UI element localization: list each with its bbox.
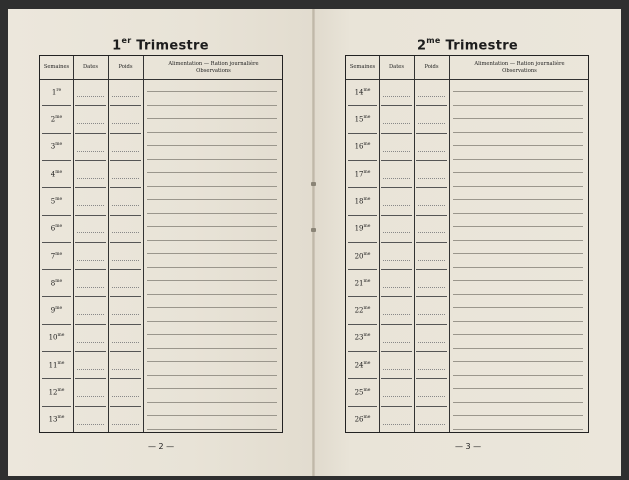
dotted-rule	[77, 96, 104, 97]
header-dates: Dates	[388, 64, 405, 70]
week-label: $13^{me}$	[48, 415, 65, 424]
observation-line	[453, 172, 583, 173]
observation-line	[453, 159, 583, 160]
column-divider	[108, 56, 109, 432]
header-alimentation: Alimentation — Ration journalière	[474, 60, 565, 67]
row-rule	[110, 269, 141, 270]
week-label: $20^{me}$	[354, 251, 371, 260]
header-observations	[143, 56, 284, 79]
row-rule	[348, 378, 377, 379]
week-ordinal: me	[55, 306, 63, 312]
row-rule	[75, 324, 106, 325]
row-rule	[348, 187, 377, 188]
row-rule	[75, 269, 106, 270]
observation-line	[147, 429, 277, 430]
dotted-rule	[383, 314, 410, 315]
observation-line	[453, 375, 583, 376]
observation-line	[453, 226, 583, 227]
page-title	[314, 37, 621, 53]
row-rule	[42, 406, 71, 407]
week-ordinal: me	[363, 251, 371, 257]
row-rule	[110, 215, 141, 216]
weekly-log-table	[39, 55, 283, 433]
row-rule	[348, 351, 377, 352]
row-rule	[42, 133, 71, 134]
title-number: 1	[112, 38, 122, 54]
observation-line	[147, 199, 277, 200]
observation-line	[147, 348, 277, 349]
row-rule	[416, 242, 447, 243]
week-label: $2^{me}$	[50, 114, 63, 124]
row-rule	[75, 160, 106, 161]
observation-line	[147, 186, 277, 187]
dotted-rule	[418, 178, 445, 179]
observation-line	[453, 91, 583, 92]
column-divider	[143, 56, 144, 432]
week-label: $24^{me}$	[354, 360, 371, 370]
week-label: $21^{me}$	[354, 278, 371, 288]
week-label: $6^{me}$	[50, 224, 63, 233]
row-rule	[110, 296, 141, 297]
header-poids: Poids	[118, 64, 133, 70]
row-rule	[348, 242, 377, 243]
row-rule	[381, 378, 412, 379]
row-rule	[381, 215, 412, 216]
week-label: $16^{me}$	[354, 142, 371, 151]
row-rule	[75, 105, 106, 106]
column-divider	[449, 56, 450, 432]
row-rule	[110, 105, 141, 106]
header-divider	[346, 79, 588, 80]
dotted-rule	[383, 342, 410, 343]
row-rule	[416, 160, 447, 161]
row-rule	[381, 242, 412, 243]
row-rule	[416, 187, 447, 188]
observation-line	[453, 415, 583, 416]
dotted-rule	[383, 369, 410, 370]
dotted-rule	[112, 287, 139, 288]
row-rule	[416, 378, 447, 379]
title-word: Trimestre	[136, 38, 209, 54]
row-rule	[416, 324, 447, 325]
row-rule	[42, 269, 71, 270]
observation-line	[453, 186, 583, 187]
dotted-rule	[77, 424, 104, 425]
row-rule	[75, 296, 106, 297]
row-rule	[75, 378, 106, 379]
row-rule	[42, 105, 71, 106]
week-label: $23^{me}$	[354, 333, 371, 342]
week-label: $12^{me}$	[48, 388, 65, 397]
dotted-rule	[418, 342, 445, 343]
row-rule	[381, 351, 412, 352]
dotted-rule	[418, 151, 445, 152]
row-rule	[75, 406, 106, 407]
dotted-rule	[383, 178, 410, 179]
header-observations-label: Observations	[196, 67, 231, 74]
title-ordinal: me	[426, 36, 441, 45]
title-number: 2	[416, 38, 427, 54]
row-rule	[381, 324, 412, 325]
weekly-log-table	[345, 55, 589, 433]
week-ordinal: me	[57, 360, 65, 366]
row-rule	[381, 187, 412, 188]
row-rule	[75, 133, 106, 134]
week-ordinal: me	[363, 169, 371, 175]
dotted-rule	[383, 287, 410, 288]
observation-line	[147, 294, 277, 295]
week-label: $26^{me}$	[354, 415, 371, 424]
row-rule	[348, 406, 377, 407]
week-label: $15^{me}$	[354, 114, 371, 124]
week-label: $4^{me}$	[50, 169, 63, 178]
dotted-rule	[383, 424, 410, 425]
notebook-spread	[8, 9, 621, 476]
dotted-rule	[77, 369, 104, 370]
row-rule	[75, 351, 106, 352]
row-rule	[42, 324, 71, 325]
row-rule	[348, 133, 377, 134]
week-ordinal: me	[57, 333, 65, 339]
dotted-rule	[418, 314, 445, 315]
dotted-rule	[383, 205, 410, 206]
dotted-rule	[112, 232, 139, 233]
observation-line	[453, 213, 583, 214]
week-ordinal: me	[363, 306, 371, 312]
week-ordinal: re	[56, 87, 62, 93]
dotted-rule	[112, 260, 139, 261]
week-ordinal: me	[363, 142, 371, 148]
observation-line	[453, 307, 583, 308]
dotted-rule	[112, 96, 139, 97]
week-label: $14^{me}$	[354, 87, 371, 96]
week-ordinal: me	[55, 278, 63, 284]
row-rule	[348, 269, 377, 270]
row-rule	[75, 187, 106, 188]
dotted-rule	[112, 123, 139, 124]
row-rule	[42, 351, 71, 352]
dotted-rule	[77, 151, 104, 152]
column-divider	[73, 56, 74, 432]
row-rule	[416, 296, 447, 297]
observation-line	[147, 132, 277, 133]
row-rule	[416, 215, 447, 216]
week-ordinal: me	[363, 333, 371, 339]
week-label: $7^{me}$	[50, 251, 63, 260]
dotted-rule	[112, 396, 139, 397]
observation-line	[453, 294, 583, 295]
row-rule	[110, 378, 141, 379]
dotted-rule	[383, 96, 410, 97]
binding-staple	[311, 182, 316, 186]
dotted-rule	[77, 314, 104, 315]
row-rule	[381, 406, 412, 407]
dotted-rule	[77, 260, 104, 261]
dotted-rule	[383, 260, 410, 261]
header-observations	[449, 56, 590, 79]
week-ordinal: me	[55, 251, 63, 257]
observation-line	[147, 267, 277, 268]
week-ordinal: me	[363, 360, 371, 366]
dotted-rule	[112, 424, 139, 425]
page-number: — 2 —	[148, 442, 175, 451]
row-rule	[416, 105, 447, 106]
observation-line	[147, 280, 277, 281]
row-rule	[75, 242, 106, 243]
dotted-rule	[77, 396, 104, 397]
observation-line	[147, 226, 277, 227]
week-label: $19^{me}$	[354, 224, 371, 233]
week-ordinal: me	[57, 388, 65, 394]
observation-line	[147, 388, 277, 389]
dotted-rule	[383, 123, 410, 124]
observation-line	[147, 145, 277, 146]
dotted-rule	[112, 178, 139, 179]
row-rule	[110, 133, 141, 134]
observation-line	[147, 361, 277, 362]
dotted-rule	[77, 205, 104, 206]
dotted-rule	[418, 232, 445, 233]
header-dates: Dates	[82, 64, 99, 70]
observation-line	[453, 145, 583, 146]
observation-line	[453, 402, 583, 403]
title-word: Trimestre	[445, 38, 519, 54]
header-alimentation: Alimentation — Ration journalière	[168, 60, 259, 67]
dotted-rule	[418, 96, 445, 97]
row-rule	[42, 160, 71, 161]
week-label: $3^{me}$	[50, 142, 63, 151]
observation-line	[147, 307, 277, 308]
observation-line	[453, 334, 583, 335]
row-rule	[348, 296, 377, 297]
week-ordinal: me	[363, 278, 371, 284]
column-divider	[414, 56, 415, 432]
week-label: 1re	[51, 87, 62, 96]
row-rule	[42, 296, 71, 297]
week-label: $9^{me}$	[50, 306, 63, 315]
header-observations-label: Observations	[502, 67, 537, 74]
row-rule	[110, 187, 141, 188]
dotted-rule	[418, 260, 445, 261]
observation-line	[147, 402, 277, 403]
observation-line	[147, 172, 277, 173]
page-title	[8, 37, 313, 53]
observation-line	[147, 105, 277, 106]
observation-line	[147, 375, 277, 376]
week-ordinal: me	[363, 196, 371, 202]
dotted-rule	[77, 342, 104, 343]
dotted-rule	[418, 123, 445, 124]
observation-line	[453, 253, 583, 254]
dotted-rule	[112, 342, 139, 343]
row-rule	[381, 269, 412, 270]
dotted-rule	[77, 123, 104, 124]
row-rule	[416, 351, 447, 352]
row-rule	[416, 406, 447, 407]
observation-line	[147, 91, 277, 92]
row-rule	[416, 269, 447, 270]
dotted-rule	[77, 287, 104, 288]
dotted-rule	[112, 151, 139, 152]
observation-line	[147, 334, 277, 335]
dotted-rule	[383, 396, 410, 397]
week-ordinal: me	[55, 196, 63, 202]
right-page	[314, 9, 621, 476]
dotted-rule	[383, 151, 410, 152]
observation-line	[147, 240, 277, 241]
left-page	[8, 9, 313, 476]
row-rule	[42, 242, 71, 243]
row-rule	[110, 324, 141, 325]
header-poids: Poids	[424, 64, 439, 70]
week-label: $5^{me}$	[50, 196, 63, 206]
week-label: $18^{me}$	[354, 196, 371, 206]
observation-line	[453, 199, 583, 200]
row-rule	[348, 105, 377, 106]
row-rule	[416, 133, 447, 134]
observation-line	[147, 118, 277, 119]
dotted-rule	[418, 205, 445, 206]
row-rule	[348, 215, 377, 216]
week-ordinal: me	[363, 114, 371, 120]
week-label: $10^{me}$	[48, 333, 65, 342]
row-rule	[381, 296, 412, 297]
week-ordinal: me	[55, 114, 63, 120]
row-rule	[348, 324, 377, 325]
binding-gutter	[312, 9, 315, 476]
row-rule	[42, 378, 71, 379]
observation-line	[453, 321, 583, 322]
week-ordinal: me	[363, 388, 371, 394]
week-label: $11^{me}$	[48, 360, 65, 370]
week-ordinal: me	[363, 87, 371, 93]
dotted-rule	[112, 369, 139, 370]
column-divider	[379, 56, 380, 432]
week-ordinal: me	[363, 415, 371, 421]
week-ordinal: me	[55, 169, 63, 175]
observation-line	[453, 361, 583, 362]
header-divider	[40, 79, 282, 80]
week-ordinal: me	[57, 415, 65, 421]
row-rule	[75, 215, 106, 216]
observation-line	[147, 415, 277, 416]
week-ordinal: me	[363, 224, 371, 230]
week-label: $17^{me}$	[354, 169, 371, 178]
week-ordinal: me	[55, 142, 63, 148]
observation-line	[453, 388, 583, 389]
week-label: $22^{me}$	[354, 306, 371, 315]
observation-line	[147, 213, 277, 214]
observation-line	[147, 159, 277, 160]
row-rule	[381, 105, 412, 106]
dotted-rule	[418, 287, 445, 288]
week-label: $8^{me}$	[50, 278, 63, 288]
dotted-rule	[112, 205, 139, 206]
week-label: $25^{me}$	[354, 388, 371, 397]
observation-line	[453, 240, 583, 241]
row-rule	[381, 133, 412, 134]
observation-line	[453, 132, 583, 133]
dotted-rule	[77, 232, 104, 233]
dotted-rule	[418, 424, 445, 425]
header-semaines: Semaines	[349, 64, 376, 70]
dotted-rule	[383, 232, 410, 233]
row-rule	[110, 406, 141, 407]
observation-line	[147, 253, 277, 254]
observation-line	[453, 267, 583, 268]
row-rule	[348, 160, 377, 161]
header-semaines: Semaines	[43, 64, 70, 70]
title-ordinal: er	[121, 36, 132, 45]
observation-line	[453, 429, 583, 430]
row-rule	[110, 351, 141, 352]
dotted-rule	[77, 178, 104, 179]
row-rule	[42, 215, 71, 216]
page-number: — 3 —	[455, 442, 482, 451]
row-rule	[110, 160, 141, 161]
dotted-rule	[418, 396, 445, 397]
observation-line	[453, 105, 583, 106]
week-ordinal: me	[55, 224, 63, 230]
observation-line	[453, 118, 583, 119]
row-rule	[110, 242, 141, 243]
row-rule	[42, 187, 71, 188]
observation-line	[453, 280, 583, 281]
dotted-rule	[112, 314, 139, 315]
row-rule	[381, 160, 412, 161]
observation-line	[147, 321, 277, 322]
observation-line	[453, 348, 583, 349]
binding-staple	[311, 228, 316, 232]
dotted-rule	[418, 369, 445, 370]
